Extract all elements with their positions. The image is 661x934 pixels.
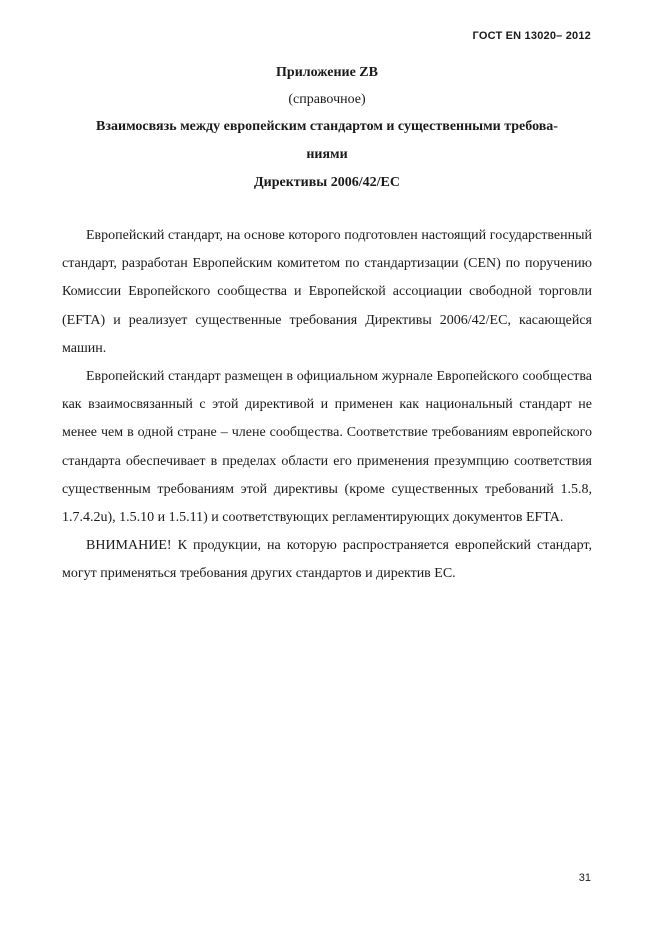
paragraph: Европейский стандарт, на основе которого подготовлен настоящий государственный стандарт, разработан Европейским комитетом по стандартизации (CEN) по поручению Комиссии Европейского сообщества и Европейской ассоциации свободной торговли (EFTA) и реализует существенные требования Директивы 2006/42/ЕС, касающейся машин. (62, 228, 592, 356)
paragraph: ВНИМАНИЕ! К продукции, на которую распространяется европейский стандарт, могут применяться требования других стандартов и директив ЕС. (62, 538, 592, 582)
annex-heading-line-1: Взаимосвязь между европейским стандартом и существенными требова- (96, 119, 558, 134)
annex-heading-line-3: Директивы 2006/42/ЕС (254, 175, 400, 190)
document-code: ГОСТ EN 13020– 2012 (472, 30, 591, 42)
annex-heading-line-2: ниями (306, 147, 348, 162)
annex-title: Приложение ZB (276, 65, 378, 80)
page-number: 31 (578, 872, 591, 884)
body-text (62, 222, 592, 589)
paragraph: Европейский стандарт размещен в официальном журнале Европейского сообщества как взаимосвязанный с этой директивой и применен как национальный стандарт не менее чем в одной стране – члене сообщества. Соответствие требованиям европейского стандарта обеспечивает в пределах области его применения презумпцию соответствия существенным требованиям этой директивы (кроме существенных требований 1.5.8, 1.7.4.2u), 1.5.10 и 1.5.11) и соответствующих регламентирующих документов EFTA. (62, 369, 592, 526)
annex-title-block (62, 62, 592, 196)
annex-status: (справочное) (288, 92, 366, 107)
